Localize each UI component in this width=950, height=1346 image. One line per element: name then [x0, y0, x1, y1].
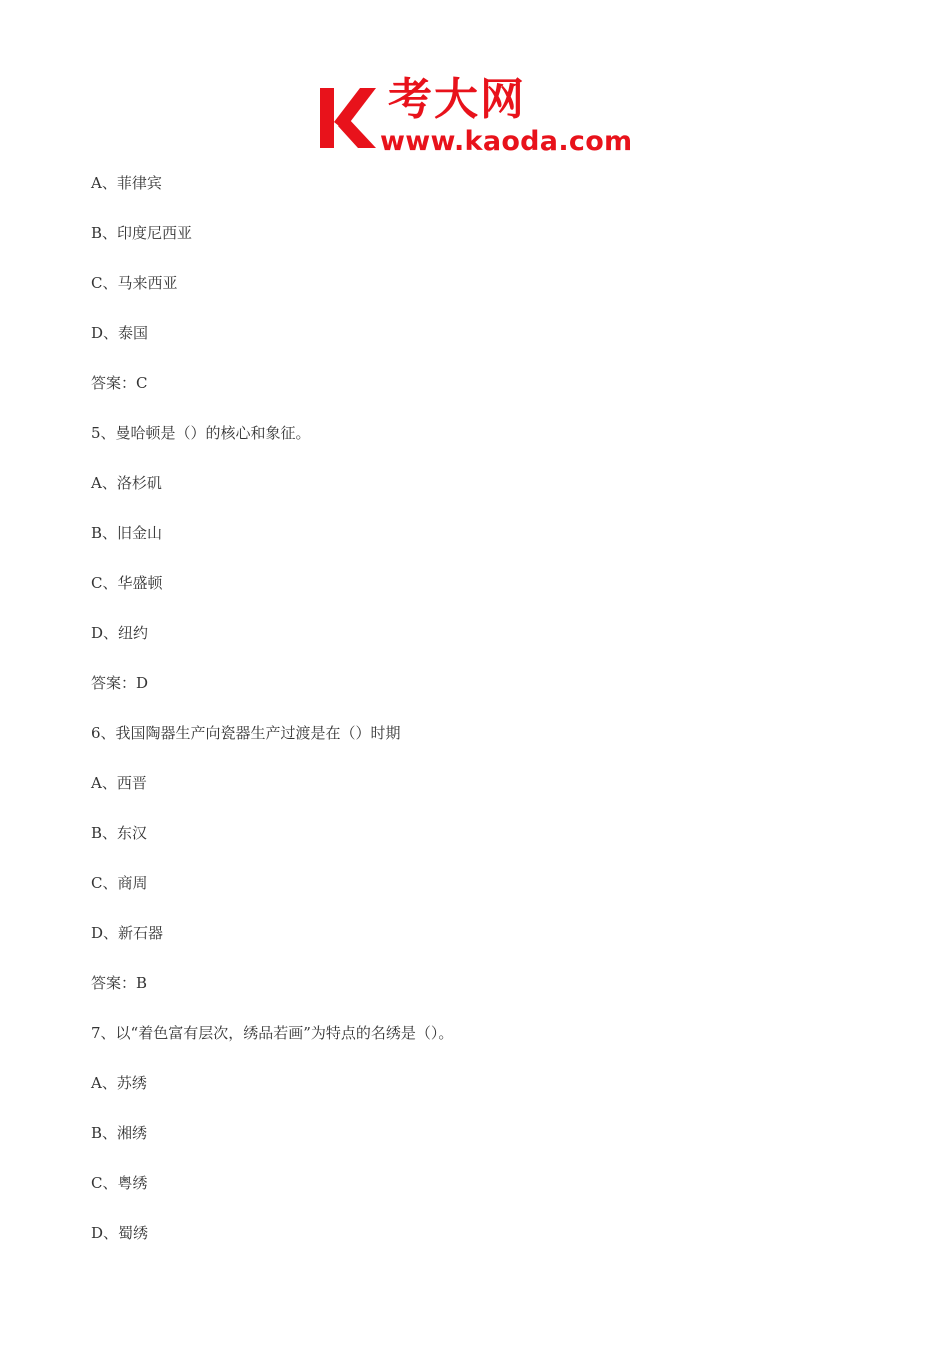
- answer-line: 答案：D: [91, 674, 149, 692]
- k-logo-icon: [318, 84, 380, 152]
- option-line: C、粤绣: [91, 1174, 148, 1192]
- answer-line: 答案：B: [91, 974, 148, 992]
- option-line: A、苏绣: [91, 1074, 147, 1092]
- option-line: D、蜀绣: [91, 1224, 149, 1242]
- answer-line: 答案：C: [91, 374, 148, 392]
- option-line: C、马来西亚: [91, 274, 178, 292]
- option-line: A、西晋: [91, 774, 147, 792]
- option-line: D、新石器: [91, 924, 164, 942]
- logo-brand-text: 考大网: [388, 74, 526, 125]
- kaoda-logo: [318, 74, 640, 158]
- logo-url-text: www.kaoda.com: [380, 126, 633, 157]
- question-line: 5、曼哈顿是（）的核心和象征。: [91, 424, 311, 442]
- option-line: A、菲律宾: [91, 174, 162, 192]
- option-line: C、华盛顿: [91, 574, 163, 592]
- question-line: 6、我国陶器生产向瓷器生产过渡是在（）时期: [91, 724, 401, 742]
- option-line: D、泰国: [91, 324, 149, 342]
- option-line: B、湘绣: [91, 1124, 148, 1142]
- option-line: B、旧金山: [91, 524, 163, 542]
- option-line: B、东汉: [91, 824, 148, 842]
- option-line: C、商周: [91, 874, 148, 892]
- option-line: A、洛杉矶: [91, 474, 162, 492]
- question-line: 7、以“着色富有层次，绣品若画”为特点的名绣是（）。: [91, 1024, 454, 1042]
- option-line: D、纽约: [91, 624, 149, 642]
- option-line: B、印度尼西亚: [91, 224, 193, 242]
